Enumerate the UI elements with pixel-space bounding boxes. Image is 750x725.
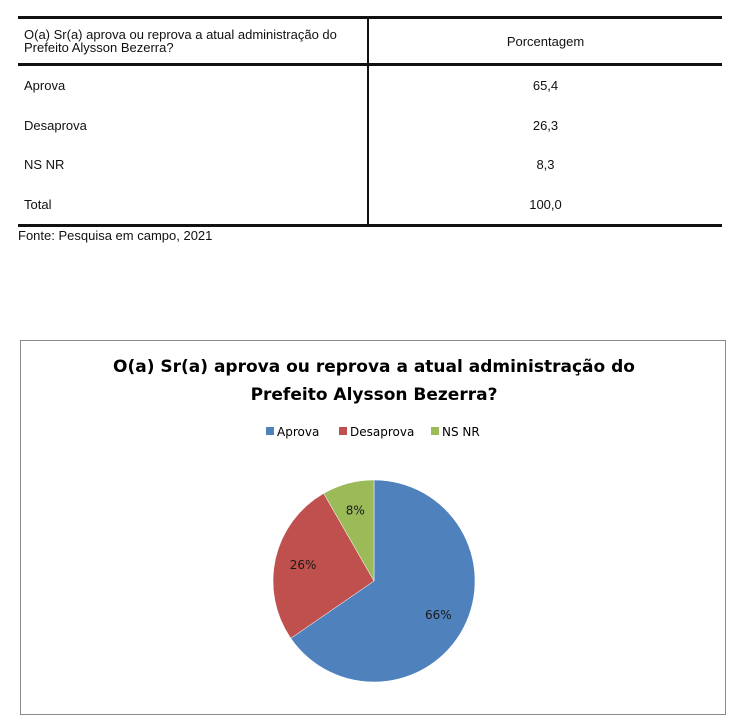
row-value: 26,3 bbox=[532, 117, 559, 133]
row-label: NS NR bbox=[18, 145, 369, 185]
legend-label: Aprova bbox=[277, 425, 320, 439]
row-label: Aprova bbox=[18, 66, 369, 106]
legend-label: NS NR bbox=[442, 425, 480, 439]
pie-chart-svg bbox=[21, 341, 725, 714]
chart-title-line2: Prefeito Alysson Bezerra? bbox=[250, 385, 498, 405]
table-row bbox=[18, 66, 722, 106]
legend-swatch bbox=[339, 427, 347, 435]
pie-chart bbox=[20, 340, 726, 715]
table-row bbox=[18, 145, 722, 185]
legend bbox=[266, 425, 480, 439]
table-row bbox=[18, 185, 722, 225]
row-value: 8,3 bbox=[536, 157, 555, 173]
legend-swatch bbox=[431, 427, 439, 435]
slices bbox=[273, 480, 475, 682]
row-label: Desaprova bbox=[18, 106, 369, 146]
table-row bbox=[18, 106, 722, 146]
row-label: Total bbox=[18, 185, 369, 225]
row-value: 65,4 bbox=[532, 78, 559, 94]
row-value: 100,0 bbox=[529, 196, 562, 212]
data-label: 8% bbox=[345, 503, 365, 518]
legend-swatch bbox=[266, 427, 274, 435]
legend-label: Desaprova bbox=[350, 425, 415, 439]
results-table bbox=[18, 16, 722, 227]
question-header: O(a) Sr(a) aprova ou reprova a atual administração do Prefeito Alysson Bezerra? bbox=[18, 19, 369, 63]
data-label: 26% bbox=[289, 557, 317, 572]
percentage-header: Porcentagem bbox=[506, 33, 585, 49]
table-header bbox=[18, 19, 722, 66]
chart-title-line1: O(a) Sr(a) aprova ou reprova a atual administração do bbox=[113, 357, 635, 377]
data-label: 66% bbox=[425, 607, 452, 622]
source-note: Fonte: Pesquisa em campo, 2021 bbox=[18, 228, 213, 243]
